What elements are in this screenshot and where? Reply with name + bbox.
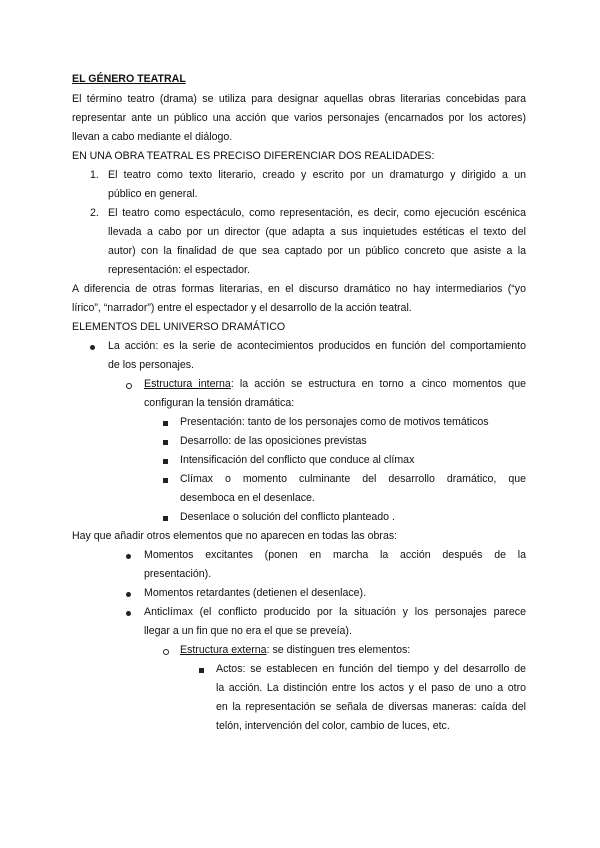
list-item-line: El teatro como texto literario, creado y escrito por un dramaturgo y dirigido a un [108, 169, 526, 181]
list-item-line: Intensificación del conflicto que conduce al clímax [180, 454, 415, 466]
list-item-line: Momentos excitantes (ponen en marcha la acción después de la [144, 549, 526, 561]
intro-line: llevan a cabo mediante el diálogo. [72, 131, 233, 143]
paragraph-line: A diferencia de otras formas literarias, en el discurso dramático no hay intermediarios (“yo [72, 283, 526, 295]
paragraph-line: Hay que añadir otros elementos que no aparecen en todas las obras: [72, 530, 398, 542]
list-item-line: Actos: se establecen en función del tiempo y del desarrollo de [216, 663, 526, 675]
square-bullet-icon [199, 668, 204, 673]
list-item-line: en la representación se señala de diversas maneras: caída del [216, 701, 526, 713]
estructura-interna-label: Estructura interna [144, 378, 231, 390]
list-item-line: de los personajes. [108, 359, 194, 371]
heading-realidades: EN UNA OBRA TEATRAL ES PRECISO DIFERENCIAR DOS REALIDADES: [72, 150, 435, 162]
list-item-line: telón, intervención del color, cambio de luces, etc. [216, 720, 450, 732]
bullet-icon [126, 611, 131, 616]
square-bullet-icon [163, 478, 168, 483]
list-number: 2. [90, 207, 99, 219]
square-bullet-icon [163, 516, 168, 521]
list-item-line: Desenlace o solución del conflicto planteado . [180, 511, 395, 523]
list-item-line: desemboca en el desenlace. [180, 492, 315, 504]
heading-elementos: ELEMENTOS DEL UNIVERSO DRAMÁTICO [72, 321, 286, 333]
estructura-externa-label: Estructura externa [180, 644, 267, 656]
estructura-externa-text: : se distinguen tres elementos: [266, 644, 411, 656]
hollow-bullet-icon [163, 649, 169, 655]
square-bullet-icon [163, 459, 168, 464]
list-item-line: la acción. La distinción entre los actos y el paso de uno a otro [216, 682, 526, 694]
list-item-line: Clímax o momento culminante del desarrollo dramático, que [180, 473, 526, 485]
list-number: 1. [90, 169, 99, 181]
square-bullet-icon [163, 440, 168, 445]
list-item-line: configuran la tensión dramática: [144, 397, 295, 409]
list-item-line [144, 378, 526, 391]
list-item-line: presentación). [144, 568, 212, 580]
intro-line: representar ante un público una acción que varios personajes (encarnados por los actores) [72, 112, 526, 124]
estructura-interna-text: : la acción se estructura en torno a cinco momentos que [230, 378, 526, 390]
bullet-icon [126, 592, 131, 597]
list-item-line: El teatro como espectáculo, como representación, es decir, como ejecución escénica [108, 207, 526, 219]
list-item-line: La acción: es la serie de acontecimientos producidos en función del comportamiento [108, 340, 526, 352]
bullet-icon [126, 554, 131, 559]
list-item-line: Presentación: tanto de los personajes como de motivos temáticos [180, 416, 489, 428]
bullet-icon [90, 345, 95, 350]
paragraph-line: lírico”, “narrador”) entre el espectador y el desarrollo de la acción teatral. [72, 302, 412, 314]
list-item-line [180, 644, 410, 657]
list-item-line: Anticlímax (el conflicto producido por la situación y los personajes parece [144, 606, 526, 618]
document-title: EL GÉNERO TEATRAL [72, 73, 186, 85]
list-item-line: representación: el espectador. [108, 264, 250, 276]
list-item-line: Desarrollo: de las oposiciones previstas [180, 435, 367, 447]
list-item-line: llegar a un fin que no era el que se preveía). [144, 625, 352, 637]
hollow-bullet-icon [126, 383, 132, 389]
intro-line: El término teatro (drama) se utiliza para designar aquellas obras literarias concebidas para [72, 93, 526, 105]
list-item-line: Momentos retardantes (detienen el desenlace). [144, 587, 367, 599]
list-item-line: llevada a cabo por un director (que adapta a sus inquietudes estéticas el texto del [108, 226, 526, 238]
square-bullet-icon [163, 421, 168, 426]
list-item-line: autor) con la finalidad de que sea captado por un público concreto que asiste a la [108, 245, 526, 257]
list-item-line: público en general. [108, 188, 198, 200]
